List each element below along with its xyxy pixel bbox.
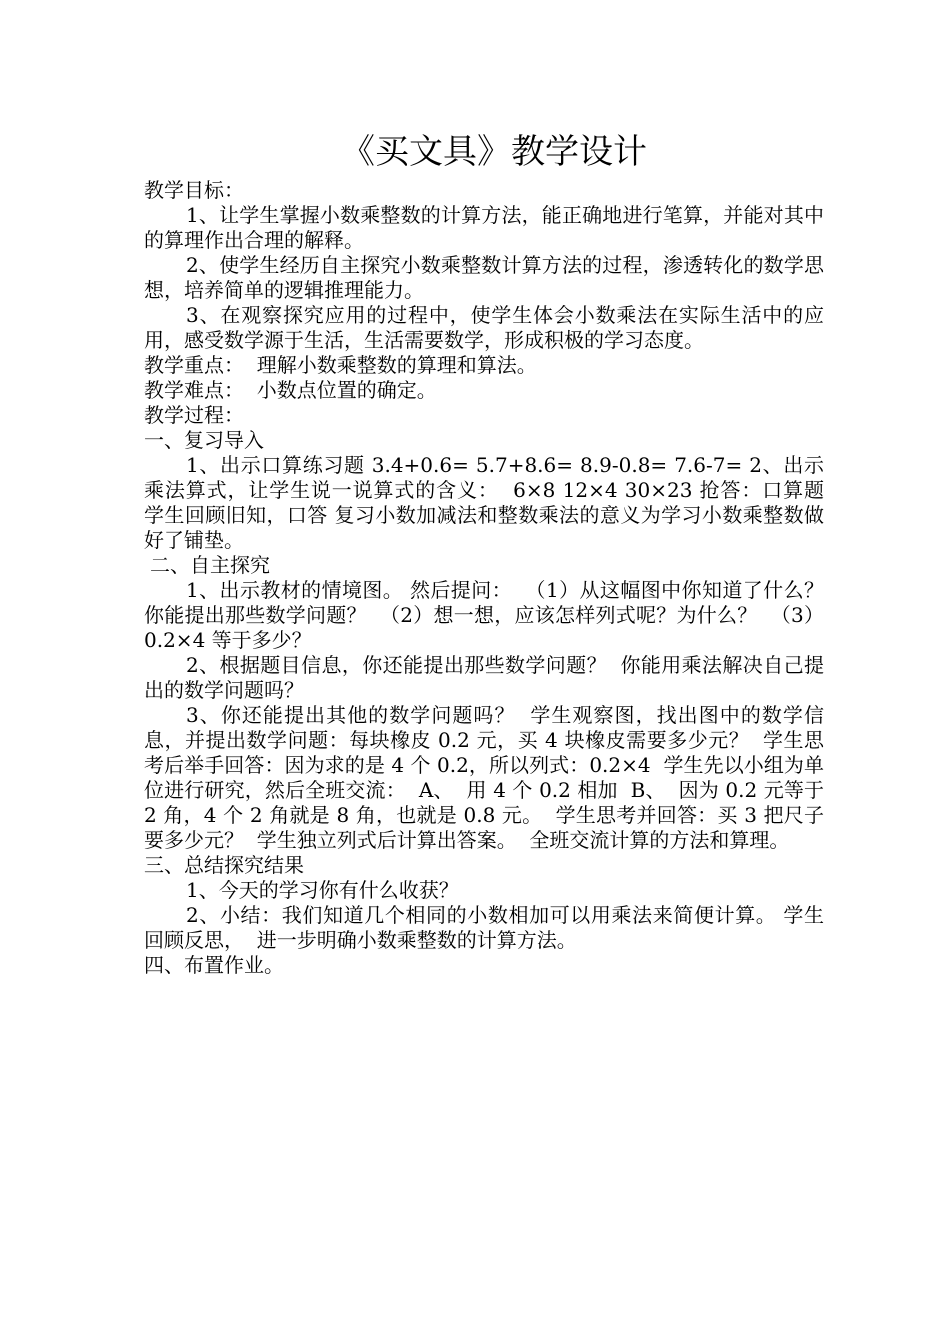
- explore-paragraph-3: 3、你还能提出其他的数学问题吗？ 学生观察图，找出图中的数学信息，并提出数学问题：每块橡皮 0.2 元，买 4 块橡皮需要多少元？ 学生思考后举手回答：因为求的是 4 个 0.2，所以列式：0.2×4 学生先以小组为单位进行研究，然后全班交流： A、 用 4 个 0.2 相加 B、 因为 0.2 元等于 2 角，4 个 2 角就是 8 角，也就是 0.8 元。 学生思考并回答：买 3 把尺子要多少元？ 学生独立列式后计算出答案。 全班交流计算的方法和算理。: [144, 703, 831, 852]
- step-heading-review: 一、复习导入: [144, 428, 264, 452]
- objective-3: 3、在观察探究应用的过程中，使学生体会小数乘法在实际生活中的应用，感受数学源于生活，生活需要数学，形成积极的学习态度。: [144, 303, 824, 352]
- summary-paragraph-1: 1、今天的学习你有什么收获？: [186, 878, 459, 902]
- section-heading-process: 教学过程：: [144, 403, 244, 427]
- review-paragraph: 1、出示口算练习题 3.4+0.6= 5.7+8.6= 8.9-0.8= 7.6-7= 2、出示乘法算式，让学生说一说算式的含义： 6×8 12×4 30×23 抢答：口算题 学生回顾旧知，口答 复习小数加减法和整数乘法的意义为学习小数乘整数做好了铺垫。: [144, 453, 831, 552]
- document-title: 《买文具》教学设计: [341, 132, 647, 172]
- difficult-point: 教学难点： 小数点位置的确定。: [144, 378, 437, 402]
- section-heading-objectives: 教学目标：: [144, 178, 244, 202]
- key-point: 教学重点： 理解小数乘整数的算理和算法。: [144, 353, 537, 377]
- objective-1: 1、让学生掌握小数乘整数的计算方法，能正确地进行笔算，并能对其中的算理作出合理的解释。: [144, 203, 824, 252]
- objective-2: 2、使学生经历自主探究小数乘整数计算方法的过程，渗透转化的数学思想，培养简单的逻辑推理能力。: [144, 253, 824, 302]
- step-heading-homework: 四、布置作业。: [144, 953, 284, 977]
- step-heading-summary: 三、总结探究结果: [144, 853, 304, 877]
- explore-paragraph-1: 1、出示教材的情境图。 然后提问： （1）从这幅图中你知道了什么？你能提出那些数学问题？ （2）想一想，应该怎样列式呢？为什么？ （3）0.2×4 等于多少？: [144, 578, 824, 652]
- explore-paragraph-2: 2、根据题目信息，你还能提出那些数学问题？ 你能用乘法解决自己提出的数学问题吗？: [144, 653, 824, 702]
- summary-paragraph-2: 2、小结：我们知道几个相同的小数相加可以用乘法来简便计算。 学生回顾反思， 进一步明确小数乘整数的计算方法。: [144, 903, 824, 952]
- step-heading-explore: 二、自主探究: [150, 553, 270, 577]
- document-page: [144, 128, 831, 978]
